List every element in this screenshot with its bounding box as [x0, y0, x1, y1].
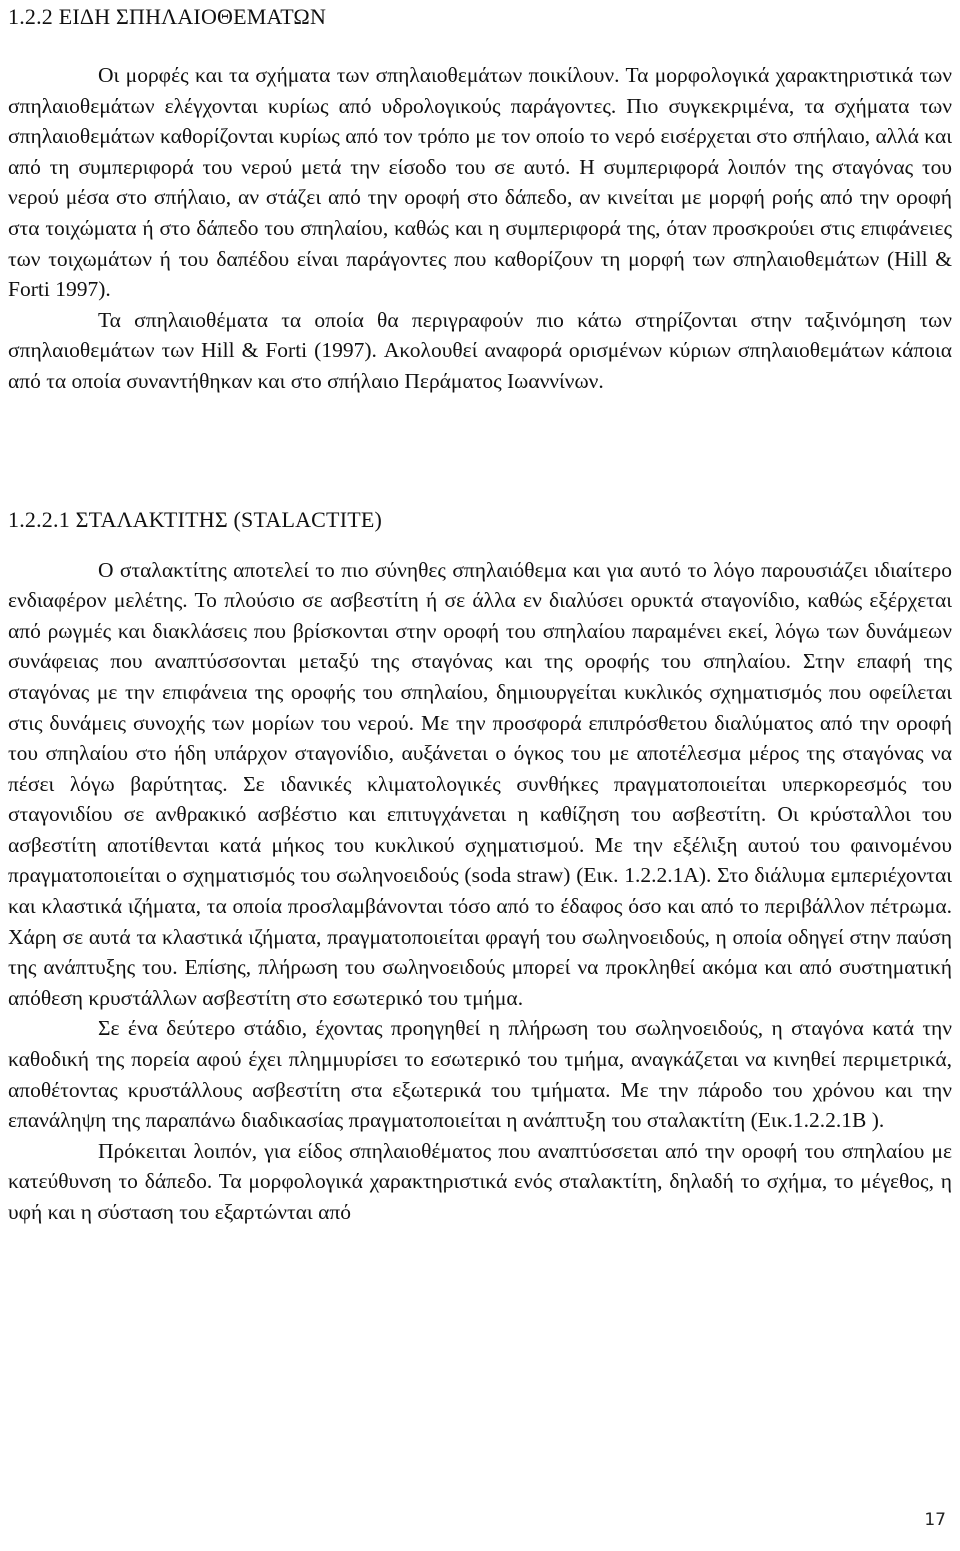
- page-number: 17: [924, 1510, 946, 1530]
- paragraph-stalactite-formation: Ο σταλακτίτης αποτελεί το πιο σύνηθες σπηλαιόθεμα και για αυτό το λόγο παρουσιάζει ιδιαίτερο ενδιαφέρον μελέτης. Το πλούσιο σε ασβεστίτη ή σε άλλα εν διαλύσει ορυκτά σταγονίδιο, καθώς εξέρχεται από ρωγμές και διακλάσεις που βρίσκονται στην οροφή του σπηλαίου παραμένει εκεί, λόγω των δυνάμεων συνάφειας που αναπτύσσονται μεταξύ της σταγόνας και της οροφής του σπηλαίου. Στην επαφή της σταγόνας με την επιφάνεια της οροφής του σπηλαίου, δημιουργείται κυκλικός σχηματισμός που οφείλεται στις δυνάμεις συνοχής των μορίων του νερού. Με την προσφορά επιπρόσθετου διαλύματος από την οροφή του σπηλαίου στο ήδη υπάρχον σταγονίδιο, αυξάνεται ο όγκος του με αποτέλεσμα μέρος της σταγόνας να πέσει λόγω βαρύτητας. Σε ιδανικές κλιματολογικές συνθήκες πραγματοποιείται υπερκορεσμός του σταγονιδίου σε ανθρακικό ασβέστιο και επιτυγχάνεται η καθίζηση του ασβεστίτη. Οι κρύσταλλοι του ασβεστίτη αποτίθενται κατά μήκος του κυκλικού σχηματισμού. Με την εξέλιξη αυτού του φαινομένου πραγματοποιείται ο σχηματισμός του σωληνοειδούς (soda straw) (Εικ. 1.2.2.1Α). Στο διάλυμα εμπεριέχονται και κλαστικά ιζήματα, τα οποία προσλαμβάνονται τόσο από το έδαφος όσο και από το περιβάλλον πέτρωμα. Χάρη σε αυτά τα κλαστικά ιζήματα, πραγματοποιείται φραγή του σωληνοειδούς, η οποία οδηγεί στην παύση της ανάπτυξης του. Επίσης, πλήρωση του σωληνοειδούς μπορεί να προκληθεί ακόμα και από συστηματική απόθεση κρυστάλλων ασβεστίτη στο εσωτερικό του τμήμα.: [8, 557, 952, 1010]
- paragraph-morphology: Οι μορφές και τα σχήματα των σπηλαιοθεμάτων ποικίλουν. Τα μορφολογικά χαρακτηριστικά των σπηλαιοθεμάτων ελέγχονται κυρίως από υδρολογικούς παράγοντες. Πιο συγκεκριμένα, τα σχήματα των σπηλαιοθεμάτων καθορίζονται κυρίως από τον τρόπο με τον οποίο το νερό εισέρχεται στο σπήλαιο, αλλά και από τη συμπεριφορά του νερού μετά την είσοδο του σε αυτό. Η συμπεριφορά λοιπόν της σταγόνας του νερού μέσα στο σπήλαιο, αν στάζει από την οροφή στο δάπεδο, αν κινείται με μορφή ροής από την οροφή στα τοιχώματα ή στο δάπεδο του σπηλαίου, καθώς και η συμπεριφορά της, όταν προσκρούει στις επιφάνειες των τοιχωμάτων ή του δαπέδου είναι παράγοντες που καθορίζουν τη μορφή των σπηλαιοθεμάτων (Hill & Forti 1997).: [8, 63, 952, 302]
- subsection-heading: 1.2.2.1 ΣΤΑΛΑΚΤΙΤΗΣ (STALACTITE): [8, 506, 383, 532]
- paragraph-classification: Τα σπηλαιοθέματα τα οποία θα περιγραφούν πιο κάτω στηρίζονται στην ταξινόμηση των σπηλαιοθεμάτων των Hill & Forti (1997). Ακολουθεί αναφορά ορισμένων κύριων σπηλαιοθεμάτων κάποια από τα οποία συναντήθηκαν και στο σπήλαιο Περάματος Ιωαννίνων.: [8, 307, 952, 393]
- section-body: [8, 60, 952, 397]
- paragraph-characteristics: Πρόκειται λοιπόν, για είδος σπηλαιοθέματος που αναπτύσσεται από την οροφή του σπηλαίου με κατεύθυνση το δάπεδο. Τα μορφολογικά χαρακτηριστικά ενός σταλακτίτη, δηλαδή το σχήμα, το μέγεθος, η υφή και η σύσταση του εξαρτώνται από: [8, 1138, 952, 1224]
- section-heading: 1.2.2 ΕΙΔΗ ΣΠΗΛΑΙΟΘΕΜΑΤΩΝ: [8, 4, 327, 29]
- paragraph-second-stage: Σε ένα δεύτερο στάδιο, έχοντας προηγηθεί η πλήρωση του σωληνοειδούς, η σταγόνα κατά την καθοδική της πορεία αφού έχει πλημμυρίσει το εσωτερικό του τμήμα, αναγκάζεται να κινηθεί περιμετρικά, αποθέτοντας κρυστάλλους ασβεστίτη στα εξωτερικά του τμήματα. Με την πάροδο του χρόνου και την επανάληψη της παραπάνω διαδικασίας πραγματοποιείται η ανάπτυξη του σταλακτίτη (Εικ.1.2.2.1Β ).: [8, 1016, 952, 1133]
- document-page: [8, 0, 952, 1228]
- subsection-body: [8, 555, 952, 1228]
